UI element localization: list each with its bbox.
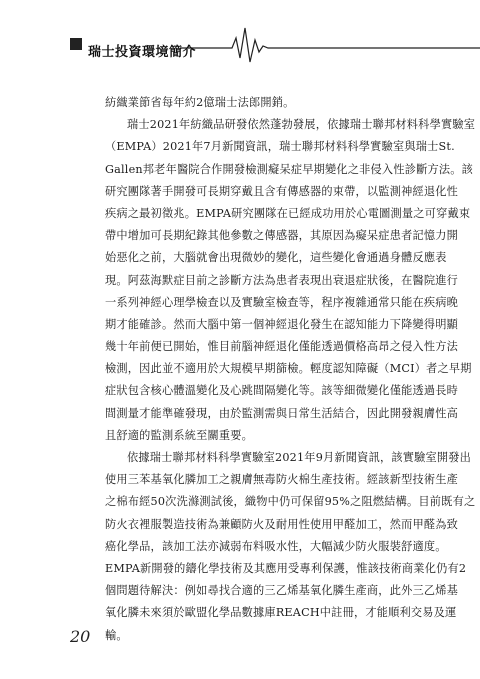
paragraph-3 bbox=[105, 447, 476, 647]
text-line: 瑞士2021年紡織品研發依然蓬勃發展，依據瑞士聯邦材料科學實驗室 bbox=[127, 118, 476, 132]
text-line: 幾十年前便已開始，惟目前腦神經退化僅能透過價格高昂之侵入性方法 bbox=[105, 340, 459, 354]
text-line: EMPA新開發的鑄化學技術及其應用受專利保護，惟該技術商業化仍有2 bbox=[105, 561, 467, 575]
heartbeat-polyline bbox=[180, 28, 480, 62]
text-line: 研究團隊著手開發可長期穿戴且含有傳感器的束帶，以監測神經退化性 bbox=[105, 184, 459, 198]
text-line: （EMPA）2021年7月新聞資訊，瑞士聯邦材料科學實驗室與瑞士St. bbox=[105, 140, 455, 154]
text-line: 症狀包含核心體溫變化及心跳間隔變化等。該等細微變化僅能透過長時 bbox=[105, 384, 459, 398]
article-body bbox=[105, 92, 476, 647]
paragraph-2 bbox=[105, 114, 476, 447]
page-number: 20 bbox=[70, 627, 91, 646]
text-line: 且舒適的監測系統至關重要。 bbox=[105, 428, 254, 442]
text-line: 檢測，因此並不適用於大規模早期篩檢。輕度認知障礙（MCI）者之早期 bbox=[105, 362, 472, 376]
text-line: 防火衣裡服製造技術為兼顧防火及耐用性使用甲醛加工，然而甲醛為致 bbox=[105, 517, 459, 531]
header-title: 瑞士投資環境簡介 bbox=[88, 45, 197, 60]
page-header bbox=[0, 0, 480, 72]
text-line: 帶中增加可長期紀錄其他參數之傳感器，其原因為癡呆症患者記憶力開 bbox=[105, 229, 459, 243]
text-line: 疾病之最初徵兆。EMPA研究團隊在已經成功用於心電圖測量之可穿戴束 bbox=[105, 206, 471, 220]
heartbeat-line-icon bbox=[0, 0, 480, 72]
text-line: 癌化學品，該加工法亦減弱布料吸水性，大幅減少防火服裝舒適度。 bbox=[105, 539, 447, 553]
text-line: 之棉布經50次洗滌測試後，織物中仍可保留95%之阻燃結構。目前既有之 bbox=[105, 495, 476, 509]
text-line: 使用三苯基氧化膦加工之親膚無毒防火棉生產技術。經該新型技術生產 bbox=[105, 473, 459, 487]
text-line: Gallen邦老年醫院合作開發檢測癡呆症早期變化之非侵入性診斷方法。該 bbox=[105, 162, 474, 176]
text-line: 氧化膦未來須於歐盟化學品數據庫REACH中註冊，才能順利交易及運 bbox=[105, 606, 457, 620]
text-line: 紡織業節省每年約2億瑞士法郎開銷。 bbox=[105, 96, 295, 109]
text-line: 一系列神經心理學檢查以及實驗室檢查等，程序複雜通常只能在疾病晚 bbox=[105, 295, 459, 309]
text-line: 現。阿茲海默症目前之診斷方法為患者表現出衰退症狀後，在醫院進行 bbox=[105, 273, 459, 287]
text-line: 個問題待解決：例如尋找合適的三乙烯基氧化膦生產商，此外三乙烯基 bbox=[105, 584, 459, 598]
header-marker bbox=[70, 38, 82, 50]
text-line: 始惡化之前，大腦就會出現微妙的變化，這些變化會通過身體反應表 bbox=[105, 251, 447, 265]
text-line: 輸。 bbox=[105, 628, 128, 642]
text-line: 依據瑞士聯邦材料科學實驗室2021年9月新聞資訊，該實驗室開發出 bbox=[127, 451, 472, 464]
paragraph-1 bbox=[105, 92, 435, 114]
text-line: 間測量才能準確發現，由於監測需與日常生活結合，因此開發親膚性高 bbox=[105, 406, 459, 420]
text-line: 期才能確診。然而大腦中第一個神經退化發生在認知能力下降變得明顯 bbox=[105, 317, 459, 331]
